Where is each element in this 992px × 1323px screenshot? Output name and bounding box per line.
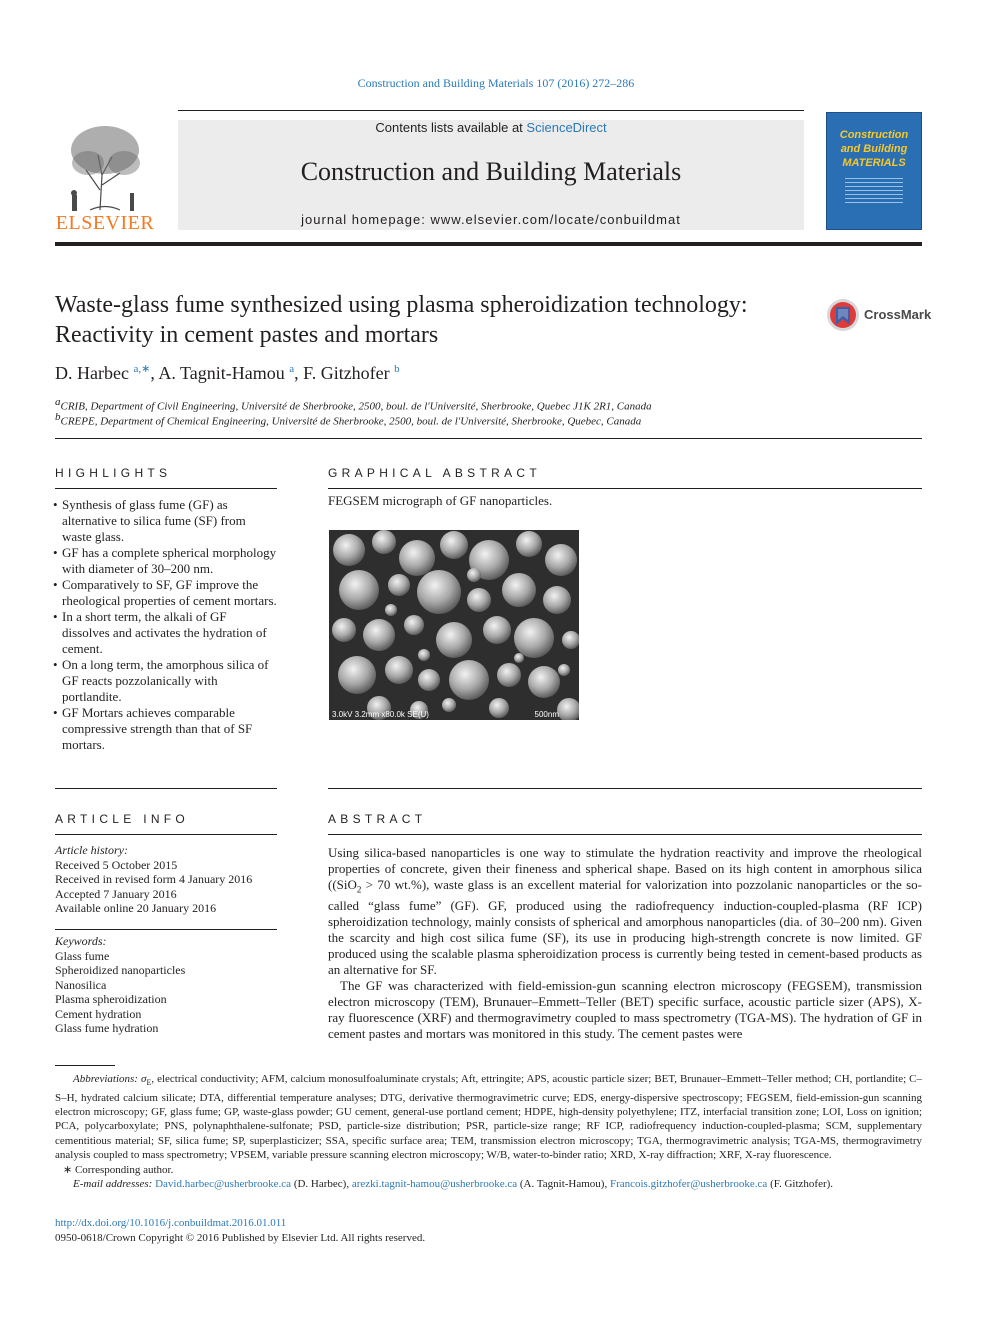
contents-prefix: Contents lists available at [375,120,523,135]
article-title [55,290,815,350]
author-affiliation-mark[interactable]: b [394,363,400,375]
affiliation [55,411,641,428]
email-addresses [55,1177,922,1191]
header-top-rule [178,110,804,111]
sem-scale-bar-label: 500nm [534,710,559,719]
highlights-bottom-rule [55,788,277,789]
author-list [55,362,400,384]
highlights-list [55,497,277,753]
keyword: Cement hydration [55,1006,142,1021]
sem-scale-info: 3.0kV 3.2mm x80.0k SE(U) [332,710,429,719]
email-link[interactable]: arezki.tagnit-hamou@usherbrooke.ca [351,1178,518,1191]
author-name[interactable]: A. Tagnit-Hamou [158,363,285,383]
affiliations-rule [55,438,922,439]
journal-homepage [178,212,804,227]
corresponding-author-note: ∗ Corresponding author. [63,1163,174,1176]
journal-name: Construction and Building Materials [300,157,682,186]
email-owner: (F. Gitzhofer). [770,1178,834,1191]
history-entry: Available online 20 January 2016 [55,901,217,915]
sciencedirect-link[interactable]: ScienceDirect [526,120,607,135]
abbreviations-text: , electrical conductivity; AFM, calcium monosulfoaluminate crystals; Aft, ettringite; APS, acoustic particle sizer; BET, Brunauer–Emmett–Teller method; CH, portlandite; C–S–H, hydrated calcium silicate; DTA, differential temperature analyses; DTG, derivative thermogravimetric curve; EDS, energy-dispersive spectroscopy; FEGSEM, field-emission-gun scanning electron microscopy; GF, glass fume; GP, waste-glass powder; GU cement, general-use portland cement; HDPE, high-density polyethylene; ITZ, interfacial transition zone; LOI, Loss on ignition; PCA, polycarboxylate; PNS, polynaphthalene-sulfonate; PSD, particle-size distribution; PSR, particle-size range; RF ICP, radiofrequency induction-coupled-plasma; SCM, supplementary cementitious material; SF, silica fume; SP, superplasticizer; SSA, specific surface area; TEM, transmission electron microscopy; TGA, thermogravimetric analysis; TGA-MS, thermogravimetry analysis coupled to mass spectrometry; VPSEM, variable pressure scanning electron microscopy; W/B, water-to-binder ratio; XRD, X-ray diffraction; XRF, X-ray fluorescence. [55,1073,923,1162]
keyword: Glass fume hydration [55,1021,159,1035]
history-entry: Received in revised form 4 January 2016 [55,872,253,886]
history-entry: Accepted 7 January 2016 [55,886,177,901]
email-link[interactable]: Francois.gitzhofer@usherbrooke.ca [609,1178,768,1191]
email-link[interactable]: David.harbec@usherbrooke.ca [155,1178,292,1191]
journal-citation[interactable]: Construction and Building Materials 107 (2016) 272–286 [357,76,635,90]
highlight-item: • Comparatively to SF, GF improve the rheological properties of cement mortars. [55,577,277,609]
abstract-heading: ABSTRACT [328,812,427,826]
title-line-2: Reactivity in cement pastes and mortars [55,322,439,348]
history-entry: Received 5 October 2015 [55,857,178,872]
highlight-item: • Synthesis of glass fume (GF) as alternative to silica fume (SF) from waste glass. [55,497,277,545]
contents-line [178,120,804,135]
sem-micrograph[interactable] [329,530,579,720]
abstract-subscript: 2 [356,884,362,895]
highlights-rule [55,488,277,489]
footnotes [55,1072,922,1191]
abstract-paragraph [328,845,922,978]
keyword: Spheroidized nanoparticles [55,963,186,977]
graphical-abstract-rule [328,488,922,489]
journal-cover-text-lines [845,175,903,205]
highlight-item: • In a short term, the alkali of GF dissolves and activates the hydration of cement. [55,609,277,657]
highlight-item: • GF has a complete spherical morphology with diameter of 30–200 nm. [55,545,277,577]
affiliation-label: a [55,396,61,408]
keyword: Glass fume [55,948,110,963]
abstract-text: > 70 wt.%), waste glass is an excellent material for valorization into pozzolanic nanoparticles or the so-called “glass fume” (GF). GF, produced using the radiofrequency induction-coupled-plasma (RF ICP) spheroidization technology, mainly consists of spherical and amorphous nanoparticles (dia. of 30–200 nm). Given the scarcity and high cost silica fume (SF), its use in producing high-strength concrete is now limited. GF produced using the scalable plasma spheroidization process is currently being tested in cement-based products as an alternative for SF. [328,877,922,977]
crossmark-label[interactable]: CrossMark [864,307,932,322]
graphical-abstract-heading: GRAPHICAL ABSTRACT [328,466,541,480]
abbreviations [55,1072,922,1163]
author-affiliation-mark[interactable]: a,∗ [133,363,151,375]
elsevier-wordmark: ELSEVIER [55,212,155,234]
abstract-body [328,845,922,1042]
doi-link[interactable]: http://dx.doi.org/10.1016/j.conbuildmat.2016.01.011 [55,1217,287,1229]
email-label: E-mail addresses: [73,1178,153,1191]
article-history-label: Article history: [55,843,128,857]
highlights-heading: HIGHLIGHTS [55,466,172,480]
copyright-notice: 0950-0618/Crown Copyright © 2016 Published by Elsevier Ltd. All rights reserved. [55,1232,426,1244]
highlight-item: • GF Mortars achieves comparable compressive strength than that of SF mortars. [55,705,277,753]
affiliation-label: b [55,411,61,423]
footnote-rule [55,1065,115,1066]
author-affiliation-mark[interactable]: a [289,363,295,375]
abstract-text: Using silica-based nanoparticles is one way to stimulate the hydration reactivity and improve the rheological properties of concrete, given their fineness and spherical shape. Based on its high content in amorphous silica ((SiO [328,845,922,892]
article-info-rule [55,834,277,835]
affiliation-text: CRIB, Department of Civil Engineering, Université de Sherbrooke, 2500, boul. de l'Université, Sherbrooke, Quebec J1K 2R1, Canada [60,400,652,413]
crossmark-icon[interactable] [826,298,860,332]
graphical-abstract-bottom-rule [328,788,922,789]
affiliation-text: CREPE, Department of Chemical Engineering, Université de Sherbrooke, 2500, boul. de l'Université, Sherbrooke, Quebec, Canada [60,415,642,428]
author-separator: , [294,363,304,383]
author-name[interactable]: D. Harbec [55,363,129,383]
keyword: Nanosilica [55,977,107,992]
abstract-paragraph: The GF was characterized with field-emission-gun scanning electron microscopy (FEGSEM), transmission electron microscopy (TEM), Brunauer–Emmett–Teller (BET) specific surface, acoustic particle sizer (APS), X-ray fluorescence (XRF) and thermogravimetry coupled to mass spectrometry (TGA-MS). The hydration of GF in cement pastes and mortars was monitored in this study. The cement pastes were [328,977,922,1041]
header-bottom-rule [55,242,922,246]
graphical-abstract-caption: FEGSEM micrograph of GF nanoparticles. [328,493,553,508]
author-separator: , [150,363,159,383]
title-line-1: Waste-glass fume synthesized using plasma spheroidization technology: [55,292,748,318]
homepage-prefix: journal homepage: [301,212,426,227]
homepage-url[interactable]: www.elsevier.com/locate/conbuildmat [430,212,681,227]
article-history [55,843,277,916]
keywords-label: Keywords: [55,934,107,948]
abstract-rule [328,834,922,835]
sem-particles [329,530,579,720]
keywords [55,934,277,1036]
email-owner: (A. Tagnit-Hamou), [519,1178,608,1191]
abbreviation-symbol-subscript: E [146,1078,152,1088]
journal-cover-title: Construction and Building MATERIALS [839,129,909,169]
abbreviation-symbol: σ [141,1073,147,1085]
abbreviations-label: Abbreviations: [73,1073,138,1085]
keywords-rule [55,929,277,930]
email-owner: (D. Harbec), [293,1178,350,1191]
highlight-item: • On a long term, the amorphous silica of GF reacts pozzolanically with portlandite. [55,657,277,705]
keyword: Plasma spheroidization [55,992,167,1006]
author-name[interactable]: F. Gitzhofer [303,363,390,383]
article-info-heading: ARTICLE INFO [55,812,190,826]
